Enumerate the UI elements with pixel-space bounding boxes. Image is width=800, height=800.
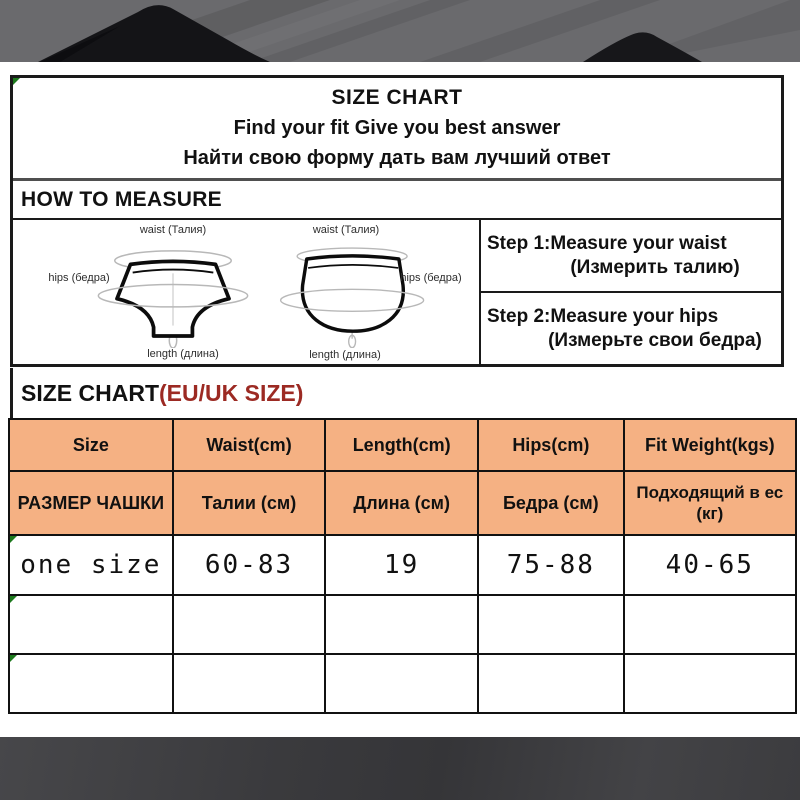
fabric-photo-graphic: [0, 0, 800, 62]
cell-hips-value: 75-88: [478, 535, 624, 595]
step-2-text-en: Step 2:Measure your hips: [487, 305, 719, 327]
header-cell-waist: Waist(cm): [173, 419, 326, 471]
subtitle-en: Find your fit Give you best answer: [233, 117, 561, 139]
back-hips-label: hips (бедра): [400, 272, 462, 284]
cell-length-value: 19: [325, 535, 478, 595]
empty-cell: [325, 595, 478, 654]
header-cell-length: Length(cm): [325, 419, 478, 471]
step-2-text-ru: (Измерьте свои бедра): [548, 329, 762, 351]
briefs-front-diagram: [83, 236, 263, 348]
step-1-text-ru: (Измерить талию): [570, 256, 740, 278]
size-table: [8, 418, 797, 714]
steps-cell: [479, 220, 781, 364]
product-photo-top-strip: [0, 0, 800, 62]
product-photo-bottom-strip: [0, 737, 800, 800]
briefs-back-diagram: [271, 236, 436, 348]
back-waist-label: waist (Талия): [312, 224, 380, 236]
cell-size-value: one size: [9, 535, 173, 595]
empty-cell: [624, 595, 796, 654]
header-cell-waist-ru: Талии (см): [173, 471, 326, 535]
empty-cell: [478, 595, 624, 654]
back-length-label: length (длина): [309, 349, 381, 361]
table-row-one-size: [9, 535, 796, 595]
table-header-row-ru: [9, 471, 796, 535]
cell-waist-value: 60-83: [173, 535, 326, 595]
header-cell-length-ru: Длина (см): [325, 471, 478, 535]
info-box: [10, 75, 784, 367]
page-title: SIZE CHART: [331, 86, 463, 109]
empty-cell: [478, 654, 624, 713]
header-cell-hips: Hips(cm): [478, 419, 624, 471]
front-waist-label: waist (Талия): [139, 224, 207, 236]
step-2: [481, 293, 781, 364]
size-chart-heading: [10, 368, 784, 418]
table-row-empty-2: [9, 654, 796, 713]
empty-cell: [325, 654, 478, 713]
empty-cell: [173, 654, 326, 713]
header-cell-hips-ru: Бедра (см): [478, 471, 624, 535]
step-1: [481, 220, 781, 293]
title-block: [13, 78, 781, 181]
table-header-row-en: [9, 419, 796, 471]
table-row-empty-1: [9, 595, 796, 654]
empty-cell: [9, 654, 173, 713]
step-1-text-en: Step 1:Measure your waist: [487, 232, 727, 254]
empty-cell: [173, 595, 326, 654]
how-to-measure-heading: HOW TO MEASURE: [13, 181, 781, 220]
front-length-label: length (длина): [147, 348, 219, 360]
size-chart-heading-black: SIZE CHART: [21, 380, 159, 406]
header-cell-weight: Fit Weight(kgs): [624, 419, 796, 471]
measure-row: [13, 220, 781, 364]
header-cell-size: Size: [9, 419, 173, 471]
diagrams-cell: [13, 220, 479, 364]
size-chart-heading-red: (EU/UK SIZE): [159, 380, 304, 406]
front-hips-label: hips (бедра): [48, 272, 110, 284]
empty-cell: [9, 595, 173, 654]
header-cell-weight-ru: Подходящий в ес (кг): [624, 471, 796, 535]
empty-cell: [624, 654, 796, 713]
subtitle-ru: Найти свою форму дать вам лучший ответ: [183, 147, 611, 169]
cell-weight-value: 40-65: [624, 535, 796, 595]
header-cell-size-ru: РАЗМЕР ЧАШКИ: [9, 471, 173, 535]
